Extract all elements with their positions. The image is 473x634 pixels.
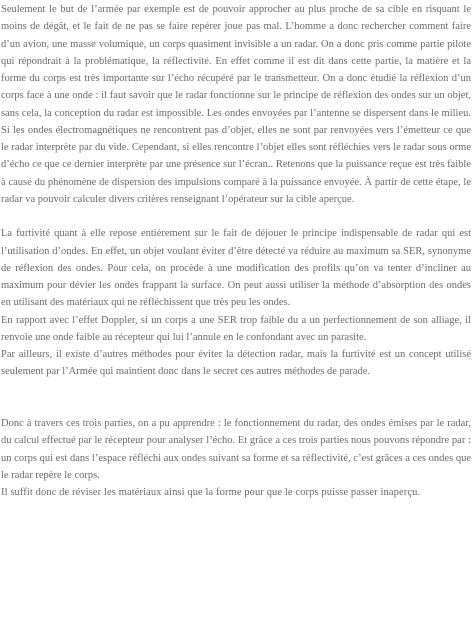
paragraph-radar-principle: Seulement le but de l’armée par exemple est de pouvoir approcher au plus proche de sa cible en risquant le moins de dégât, et le fait de ne pas se faire repérer joue pas mal. L’homme a donc rechercher comment faire d’un avion, une masse volumique, un corps quasiment invisible a un radar. On a donc pris comme partie pilote qui répondrait à la problématique, la réflectivité. En effet comme il est dit dans cette partie, la matière et la forme du corps est très importante sur l’écho récupéré par le transmetteur. On a donc étudié la réflexion d’un corps face à une onde : il faut savoir que le radar fonctionne sur le principe de réflexion des ondes sur un objet, sans cela, la conception du radar est impossible. Les ondes envoyées par l’antenne se dispersent dans le milieu. Si les ondes électromagnétiques ne rencontrent pas d’objet, elles ne sont par renvoyées vers l’émetteur ce que le radar interprète par du vide. Cependant, si elles rencontre l’objet elles sont réfléchies vers le radar sous orme d’écho ce que ce dernier interprète par une présence sur l’écran.. Retenons que la puissance reçue est très faible à cause du phénomène de dispersion des impulsions comparé à la puissance envoyée. À partir de cette étape, le radar va pouvoir calculer divers critères renseignant l’opérateur sur la cible aperçue.	[1, 4, 471, 205]
paragraph-spacer	[1, 381, 471, 416]
paragraph-conclusion: Donc à travers ces trois parties, on a pu apprendre : le fonctionnement du radar, des ondes émises par le radar, du calcul effectué par le récepteur pour analyser l’écho. Et grâce a ces trois parties nous pouvons répondre par : un corps qui est dans l’espace réfléchi aux ondes suivant sa forme et sa réflectivité, c’est grâces a ces ondes que le radar repère le corps.	[1, 418, 471, 481]
paragraph-doppler: En rapport avec l’effet Doppler, si un corps a une SER trop faible du a un perfectionnement de son alliage, il renvoie une onde faible au récepteur qui lui l’annule en le confondant avec un parasite.	[1, 314, 471, 343]
paragraph-final: Il suffit donc de réviser les matériaux ainsi que la forme pour que le corps puisse passer inaperçu.	[1, 487, 421, 498]
document-body	[1, 1, 471, 501]
paragraph-spacer	[1, 208, 471, 225]
paragraph-stealth: La furtivité quant à elle repose entièrement sur le fait de déjouer le principe indispensable de radar qui est l’utilisation d’ondes. En effet, un objet voulant éviter d’être détecté va réduire au maximum sa SER, synonyme de réflexion des ondes. Pour cela, on procède à une modification des profils qu’on va tenter d’incliner au maximum pour dévier les ondes frappant la surface. On peut aussi utiliser la méthode d’absorption des ondes en utilisant des matériaux qui ne réfléchissent que très peu les ondes.	[1, 228, 471, 309]
paragraph-other-methods: Par ailleurs, il existe d’autres méthodes pour éviter la détection radar, mais la furtivité est un concept utilisé seulement par l’Armée qui maintient donc dans le secret ces autres méthodes de parade.	[1, 349, 471, 378]
